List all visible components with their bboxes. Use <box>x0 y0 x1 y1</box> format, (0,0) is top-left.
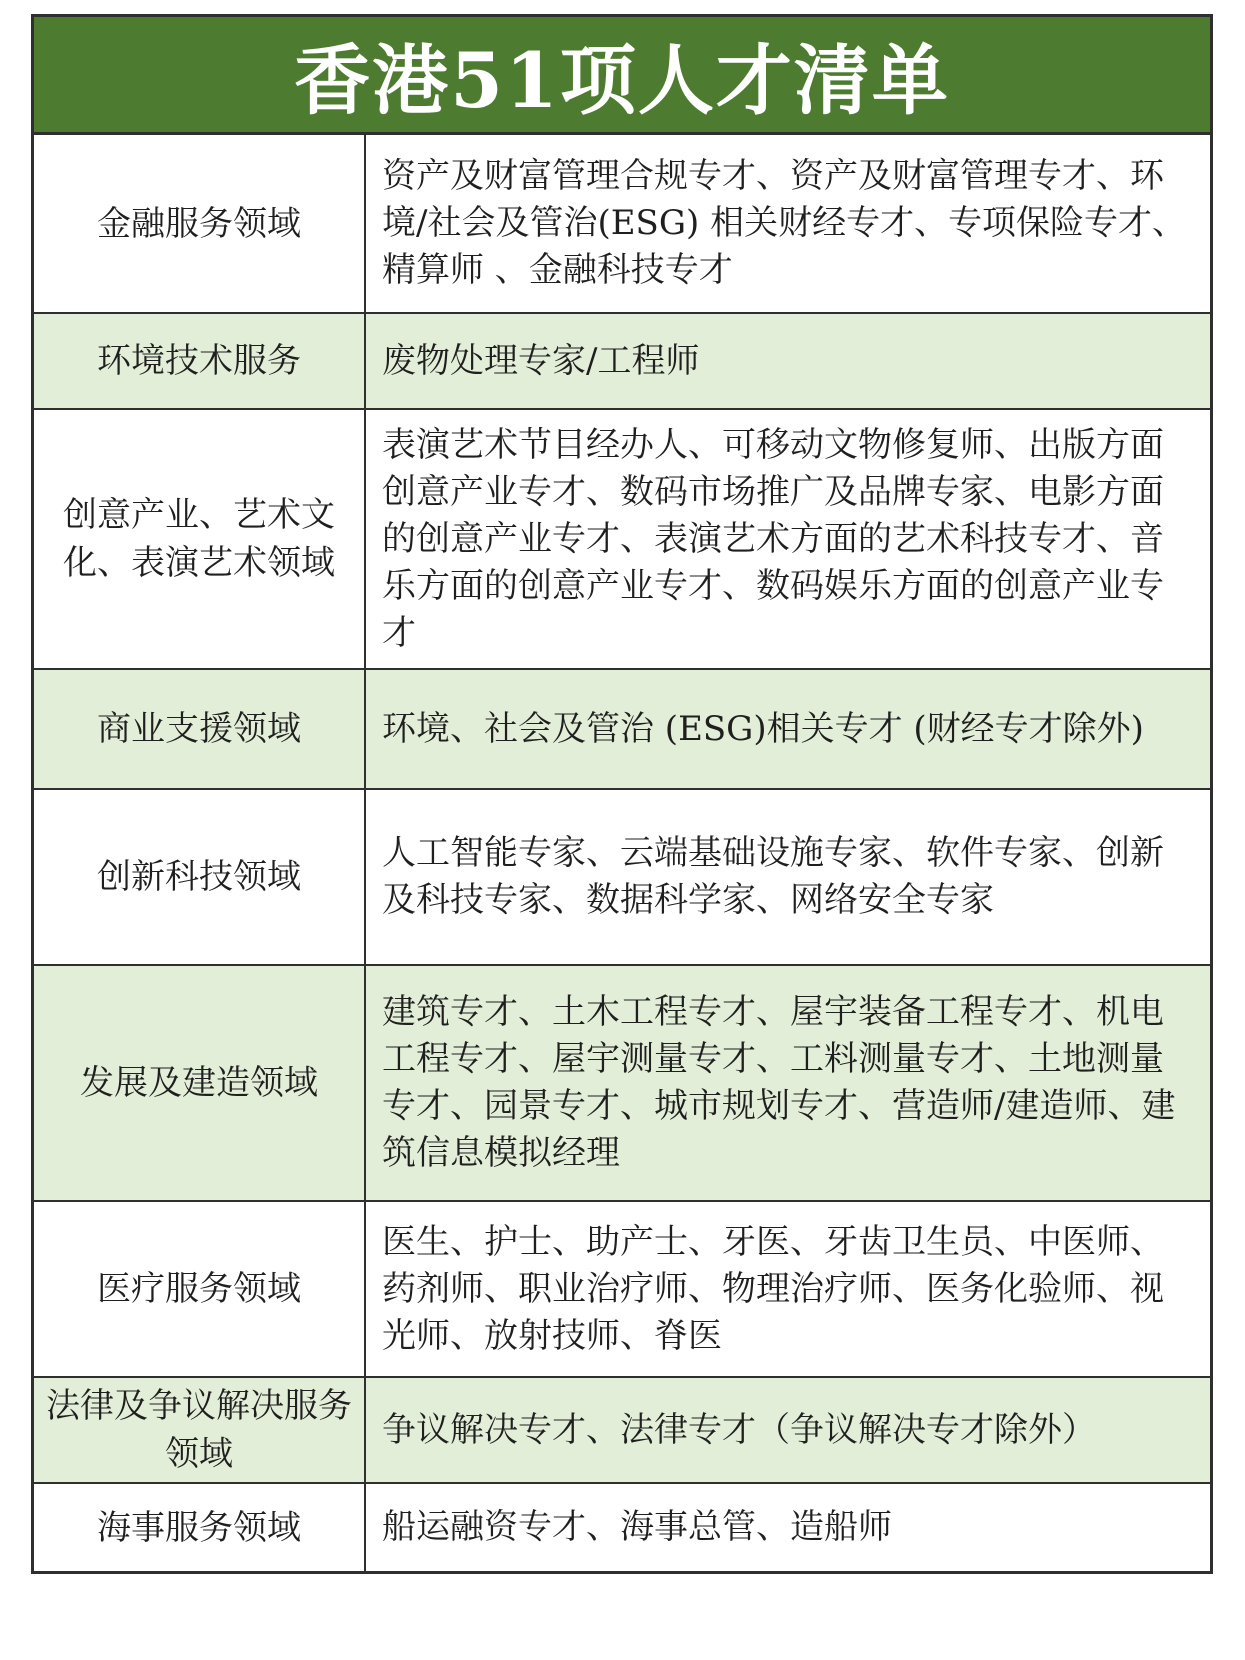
field-items: 争议解决专才、法律专才（争议解决专才除外） <box>365 1377 1210 1483</box>
field-name: 海事服务领域 <box>34 1483 365 1571</box>
field-items: 人工智能专家、云端基础设施专家、软件专家、创新及科技专家、数据科学家、网络安全专家 <box>365 789 1210 965</box>
field-name: 医疗服务领域 <box>34 1201 365 1377</box>
field-name: 环境技术服务 <box>34 313 365 409</box>
table-row <box>34 1483 1210 1571</box>
table-row <box>34 789 1210 965</box>
field-items: 表演艺术节目经办人、可移动文物修复师、出版方面创意产业专才、数码市场推广及品牌专家、电影方面的创意产业专才、表演艺术方面的艺术科技专才、音乐方面的创意产业专才、数码娱乐方面的创意产业专才 <box>365 409 1210 669</box>
field-items: 废物处理专家/工程师 <box>365 313 1210 409</box>
table-row <box>34 409 1210 669</box>
title-bar <box>34 17 1210 135</box>
talent-list-sheet <box>31 14 1213 1574</box>
field-name: 发展及建造领域 <box>34 965 365 1201</box>
table-row <box>34 1201 1210 1377</box>
table-row <box>34 965 1210 1201</box>
talent-table <box>34 135 1210 1571</box>
field-name: 金融服务领域 <box>34 135 365 313</box>
table-row <box>34 135 1210 313</box>
field-name: 法律及争议解决服务领域 <box>34 1377 365 1483</box>
page-title: 香港51项人才清单 <box>294 36 950 125</box>
field-items: 医生、护士、助产士、牙医、牙齿卫生员、中医师、药剂师、职业治疗师、物理治疗师、医务化验师、视光师、放射技师、脊医 <box>365 1201 1210 1377</box>
table-row <box>34 313 1210 409</box>
field-items: 资产及财富管理合规专才、资产及财富管理专才、环境/社会及管治(ESG) 相关财经专才、专项保险专才、精算师 、金融科技专才 <box>365 135 1210 313</box>
table-row <box>34 669 1210 789</box>
field-items: 船运融资专才、海事总管、造船师 <box>365 1483 1210 1571</box>
field-name: 创意产业、艺术文化、表演艺术领域 <box>34 409 365 669</box>
field-items: 建筑专才、土木工程专才、屋宇装备工程专才、机电工程专才、屋宇测量专才、工料测量专才、土地测量专才、园景专才、城市规划专才、营造师/建造师、建筑信息模拟经理 <box>365 965 1210 1201</box>
field-name: 创新科技领域 <box>34 789 365 965</box>
field-name: 商业支援领域 <box>34 669 365 789</box>
field-items: 环境、社会及管治 (ESG)相关专才 (财经专才除外) <box>365 669 1210 789</box>
table-row <box>34 1377 1210 1483</box>
